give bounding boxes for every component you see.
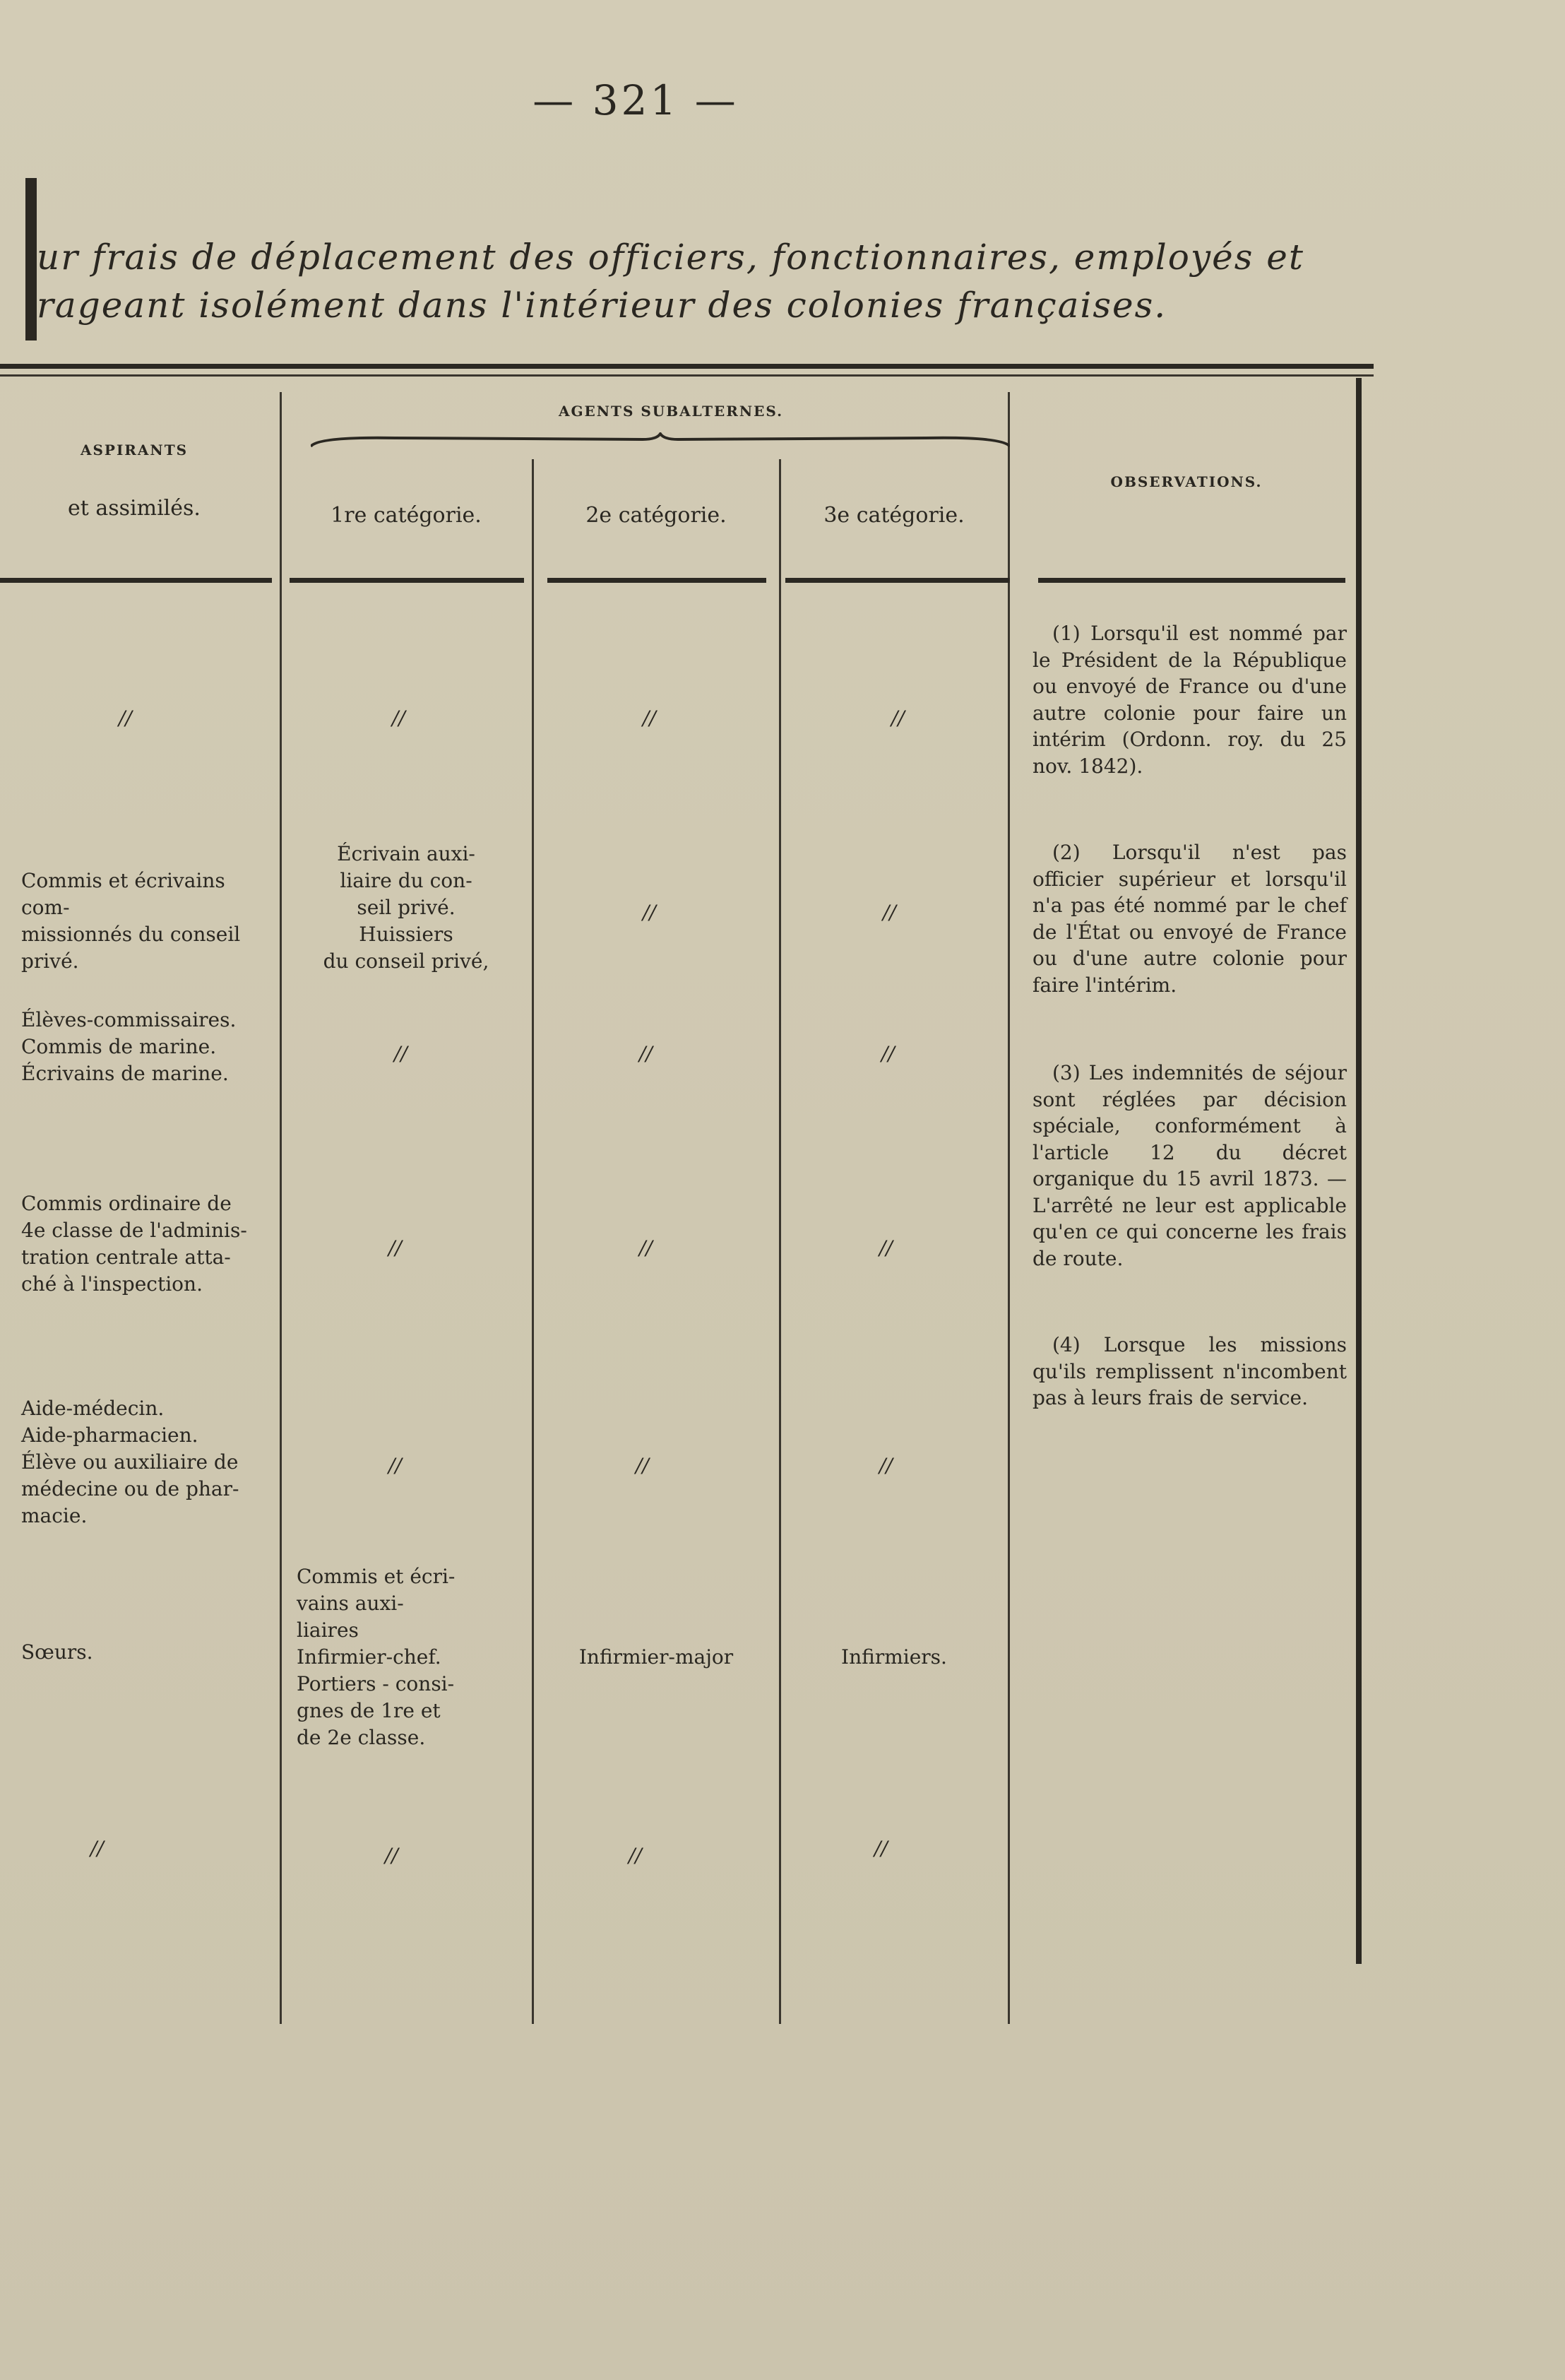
row4-cat2-mark: // [639, 1236, 653, 1260]
header-assimiles: et assimilés. [68, 496, 201, 521]
row2-cat2-mark: // [643, 901, 656, 924]
observation-2 [1033, 839, 1347, 998]
row7-cat1-mark: // [385, 1844, 398, 1867]
observation-3-text: (3) Les indemnités de séjour sont réglées par décision spéciale, conformément à l'article 12 du décret organique du 15 avril 1873. — L'arrêté ne leur est applicable qu'en ce qui concerne les frais de route. [1033, 1061, 1347, 1270]
table-right-border [1356, 378, 1362, 1964]
row3-cat1-mark: // [394, 1042, 407, 1065]
header-bottom-rule-col3 [785, 578, 1010, 583]
row2-cat3-mark: // [883, 901, 896, 924]
row6-cat1: Commis et écri- vains auxi- liaires Infirmier-chef. Portiers - consi- gnes de 1re et de 2e classe. [297, 1565, 456, 1749]
row1-aspirants-mark: // [119, 706, 132, 730]
row2-aspirants: Commis et écrivains com- missionnés du conseil privé. [21, 869, 241, 973]
binding-edge-bar [25, 178, 37, 341]
observation-1 [1033, 620, 1347, 779]
header-agents-subalternes: AGENTS SUBALTERNES. [558, 403, 784, 420]
header-cat-3: 3e catégorie. [823, 503, 965, 528]
row1-cat1-mark: // [392, 706, 405, 730]
header-bottom-rule-col1 [290, 578, 524, 583]
row7-cat3-mark: // [874, 1837, 888, 1860]
row4-cat3-mark: // [879, 1236, 893, 1260]
row6-aspirants: Sœurs. [21, 1640, 93, 1664]
row5-cat1-mark: // [388, 1454, 402, 1477]
header-bottom-rule-col2 [547, 578, 766, 583]
table-top-rule [0, 364, 1374, 369]
header-bottom-rule-col0 [0, 578, 272, 583]
page-number: — 321 — [532, 76, 739, 124]
row5-cat2-mark: // [636, 1454, 649, 1477]
header-bottom-rule-col4 [1038, 578, 1345, 583]
row6-cat2: Infirmier-major [578, 1645, 734, 1669]
observation-3 [1033, 1060, 1347, 1272]
title-line-1: ur frais de déplacement des officiers, fonctionnaires, employés et [37, 237, 1304, 278]
row7-cat2-mark: // [629, 1844, 642, 1867]
header-brace [311, 432, 1010, 448]
header-observations: OBSERVATIONS. [1110, 473, 1263, 490]
observation-4 [1033, 1332, 1347, 1411]
row3-cat2-mark: // [639, 1042, 653, 1065]
row2-cat1: Écrivain auxi- liaire du con- seil privé. Huissiers du conseil privé, [323, 842, 489, 973]
col-divider-3 [779, 459, 781, 2024]
table-top-rule-thin [0, 374, 1374, 377]
row5-cat3-mark: // [879, 1454, 893, 1477]
header-aspirants: ASPIRANTS [80, 442, 189, 458]
col-divider-2 [532, 459, 534, 2024]
row3-cat3-mark: // [881, 1042, 895, 1065]
row1-cat2-mark: // [643, 706, 656, 730]
header-cat-1: 1re catégorie. [331, 503, 482, 528]
row3-aspirants: Élèves-commissaires. Commis de marine. Écrivains de marine. [21, 1008, 237, 1085]
row4-cat1-mark: // [388, 1236, 402, 1260]
row1-cat3-mark: // [891, 706, 905, 730]
row6-cat3: Infirmiers. [841, 1645, 947, 1669]
col-divider-4 [1008, 392, 1010, 2024]
row7-aspirants-mark: // [90, 1837, 104, 1860]
observation-2-text: (2) Lorsqu'il n'est pas officier supérieur et lorsqu'il n'a pas été nommé par le chef de l'État ou envoyé de France ou d'une autre colonie pour faire l'intérim. [1033, 841, 1347, 997]
observation-4-text: (4) Lorsque les missions qu'ils remplissent n'incombent pas à leurs frais de service. [1033, 1333, 1347, 1409]
table-title [37, 233, 1414, 329]
observation-1-text: (1) Lorsqu'il est nommé par le Président de la République ou envoyé de France ou d'une autre colonie pour faire un intérim (Ordonn. roy. du 25 nov. 1842). [1033, 622, 1347, 778]
header-cat-2: 2e catégorie. [585, 503, 727, 528]
title-line-2: rageant isolément dans l'intérieur des colonies françaises. [37, 285, 1167, 326]
row4-aspirants: Commis ordinaire de 4e classe de l'adminis- tration centrale atta- ché à l'inspection. [21, 1192, 247, 1296]
row5-aspirants: Aide-médecin. Aide-pharmacien. Élève ou auxiliaire de médecine ou de phar- macie. [21, 1397, 239, 1527]
col-divider-1 [280, 392, 282, 2024]
